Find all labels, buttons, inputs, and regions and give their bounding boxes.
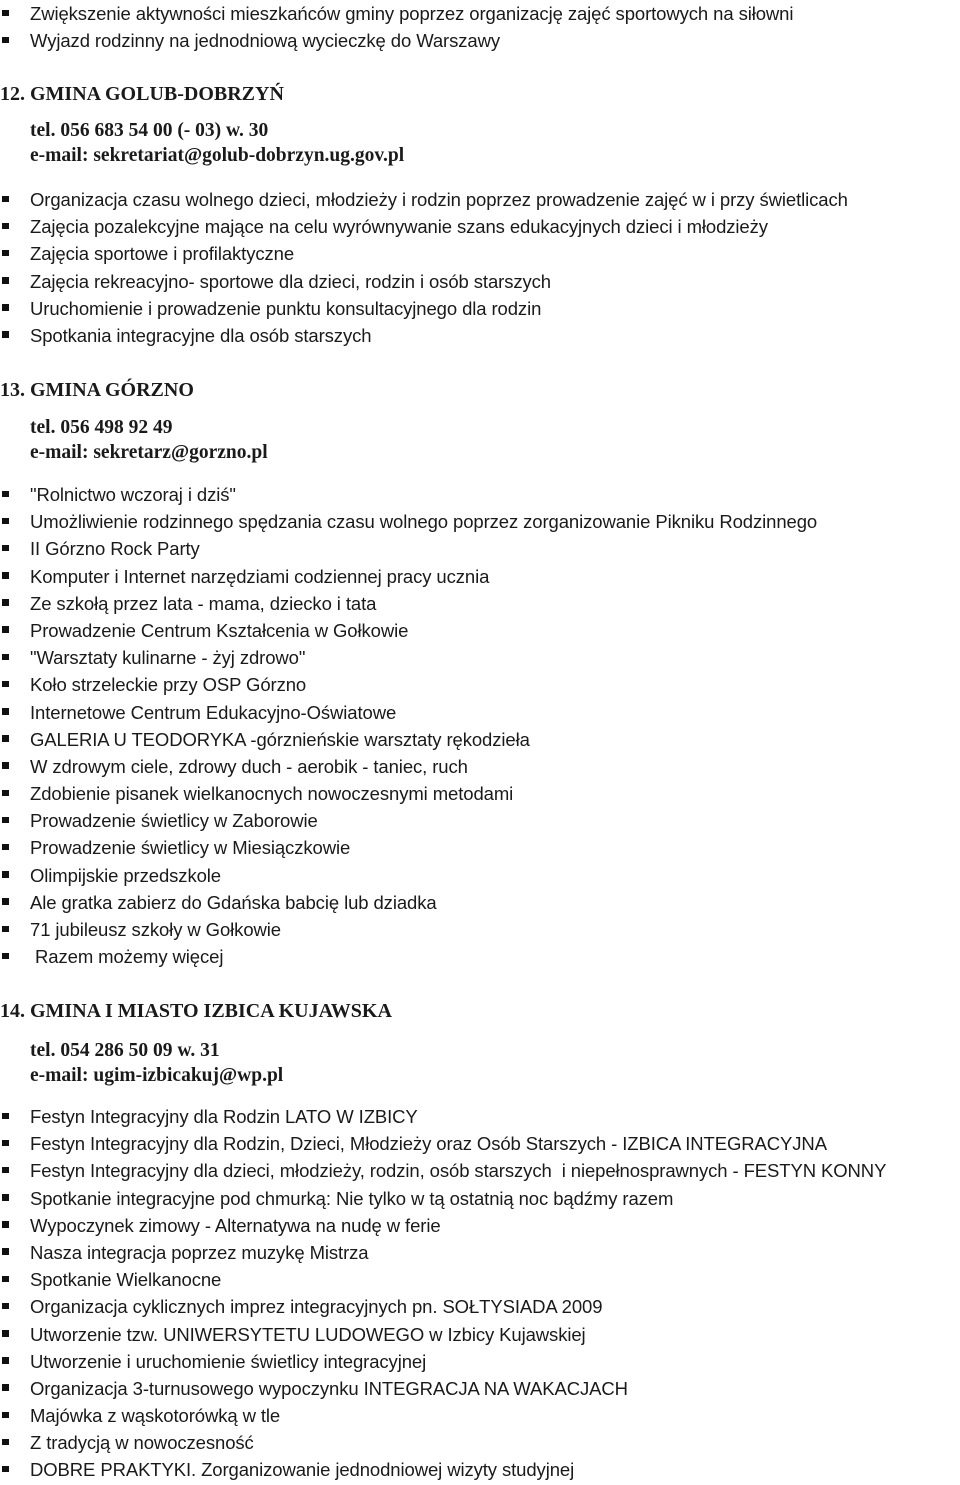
section-email: e-mail: ugim-izbicakuj@wp.pl — [30, 1065, 284, 1086]
list-item — [0, 535, 960, 562]
list-item-text: Zwiększenie aktywności mieszkańców gminy poprzez organizację zajęć sportowych na siłowni — [30, 3, 794, 24]
list-item-text: Nasza integracja poprzez muzykę Mistrza — [30, 1241, 369, 1263]
top-list-block — [0, 0, 960, 54]
square-bullet-icon — [2, 1466, 9, 1473]
list-item-text: Festyn Integracyjny dla Rodzin, Dzieci, Młodzieży oraz Osób Starszych - IZBICA INTEGRACYJNA — [30, 1133, 827, 1155]
list-item — [0, 1321, 960, 1348]
list-item-text: 71 jubileusz szkoły w Gołkowie — [30, 919, 281, 940]
section-golub-dobrzyn — [0, 79, 960, 168]
square-bullet-icon — [2, 1357, 9, 1364]
list-item-text: Organizacja 3-turnusowego wypoczynku INTEGRACJA NA WAKACJACH — [30, 1377, 628, 1399]
list-item — [0, 213, 960, 240]
square-bullet-icon — [2, 898, 9, 905]
list-item — [0, 1130, 960, 1157]
list-item — [0, 1456, 960, 1483]
square-bullet-icon — [2, 626, 9, 633]
list-item — [0, 563, 960, 590]
list-item — [0, 27, 960, 54]
list-item — [0, 590, 960, 617]
section-phone: tel. 056 498 92 49 — [30, 417, 173, 438]
square-bullet-icon — [2, 1384, 9, 1391]
section-heading — [0, 996, 960, 1026]
list-item — [0, 753, 960, 780]
list-item-text: Prowadzenie Centrum Kształcenia w Gołkowie — [30, 619, 409, 641]
section-bullet-list — [0, 1103, 960, 1484]
list-item-text: II Górzno Rock Party — [30, 538, 200, 560]
square-bullet-icon — [2, 1140, 9, 1147]
list-item — [0, 943, 960, 970]
section-title: GMINA GOLUB-DOBRZYŃ — [30, 83, 284, 105]
section-izbica-kujawska-list-block — [0, 1103, 960, 1484]
section-email: e-mail: sekretariat@golub-dobrzyn.ug.gov.pl — [30, 145, 405, 166]
list-item — [0, 1375, 960, 1402]
list-item-text: "Rolnictwo wczoraj i dziś" — [30, 484, 236, 505]
list-item — [0, 1239, 960, 1266]
square-bullet-icon — [2, 735, 9, 742]
list-item-text: Utworzenie i uruchomienie świetlicy integracyjnej — [30, 1350, 427, 1372]
square-bullet-icon — [2, 654, 9, 661]
list-item — [0, 916, 960, 943]
list-item — [0, 1185, 960, 1212]
list-item — [0, 1212, 960, 1239]
square-bullet-icon — [2, 491, 9, 498]
square-bullet-icon — [2, 1194, 9, 1201]
list-item — [0, 240, 960, 267]
square-bullet-icon — [2, 331, 9, 338]
list-item — [0, 1348, 960, 1375]
section-phone: tel. 056 683 54 00 (- 03) w. 30 — [30, 120, 269, 141]
section-title: GMINA GÓRZNO — [30, 379, 194, 401]
square-bullet-icon — [2, 572, 9, 579]
list-item — [0, 1293, 960, 1320]
square-bullet-icon — [2, 844, 9, 851]
list-item — [0, 0, 960, 27]
list-item-text: Organizacja czasu wolnego dzieci, młodzieży i rodzin poprzez prowadzenie zajęć w i przy świetlicach — [30, 189, 848, 210]
list-item — [0, 780, 960, 807]
square-bullet-icon — [2, 545, 9, 552]
section-number: 12. — [0, 83, 25, 105]
section-izbica-kujawska — [0, 996, 960, 1088]
square-bullet-icon — [2, 1221, 9, 1228]
list-item-text: Uruchomienie i prowadzenie punktu konsultacyjnego dla rodzin — [30, 297, 542, 319]
list-item-text: GALERIA U TEODORYKA -górznieńskie warsztaty rękodzieła — [30, 728, 530, 750]
list-item — [0, 671, 960, 698]
square-bullet-icon — [2, 518, 9, 525]
list-item-text: Umożliwienie rodzinnego spędzania czasu wolnego poprzez zorganizowanie Pikniku Rodzinnego — [30, 511, 818, 533]
section-gorzno-list-block — [0, 481, 960, 970]
section-heading — [0, 79, 960, 109]
square-bullet-icon — [2, 304, 9, 311]
list-item-text: Zajęcia rekreacyjno- sportowe dla dzieci, rodzin i osób starszych — [30, 270, 551, 292]
list-item-text: Wyjazd rodzinny na jednodniową wycieczkę do Warszawy — [30, 30, 501, 52]
square-bullet-icon — [2, 1303, 9, 1310]
list-item-text: Z tradycją w nowoczesność — [30, 1432, 254, 1454]
list-item-text: Zajęcia pozalekcyjne mające na celu wyrównywanie szans edukacyjnych dzieci i młodzieży — [30, 216, 768, 238]
section-bullet-list — [0, 481, 960, 970]
list-item-text: Olimpijskie przedszkole — [30, 864, 221, 886]
square-bullet-icon — [2, 599, 9, 606]
square-bullet-icon — [2, 1276, 9, 1283]
list-item-text: Prowadzenie świetlicy w Miesiączkowie — [30, 837, 351, 859]
list-item-text: Prowadzenie świetlicy w Zaborowie — [30, 810, 318, 832]
list-item — [0, 1266, 960, 1293]
list-item-text: Organizacja cyklicznych imprez integracyjnych pn. SOŁTYSIADA 2009 — [30, 1296, 603, 1318]
section-golub-dobrzyn-list-block — [0, 186, 960, 349]
list-item — [0, 889, 960, 916]
list-item — [0, 699, 960, 726]
list-item — [0, 322, 960, 349]
list-item-text: Internetowe Centrum Edukacyjno-Oświatowe — [30, 701, 397, 723]
section-number: 13. — [0, 379, 25, 401]
list-item — [0, 834, 960, 861]
section-phone: tel. 054 286 50 09 w. 31 — [30, 1040, 220, 1061]
top-bullet-list — [0, 0, 960, 54]
square-bullet-icon — [2, 817, 9, 824]
list-item-text: Razem możemy więcej — [30, 946, 224, 968]
list-item — [0, 186, 960, 213]
list-item-text: DOBRE PRAKTYKI. Zorganizowanie jednodniowej wizyty studyjnej — [30, 1459, 575, 1481]
section-number: 14. — [0, 1000, 25, 1022]
list-item-text: Festyn Integracyjny dla Rodzin LATO W IZBICY — [30, 1106, 418, 1127]
square-bullet-icon — [2, 926, 9, 933]
list-item — [0, 617, 960, 644]
list-item — [0, 295, 960, 322]
list-item-text: Utworzenie tzw. UNIWERSYTETU LUDOWEGO w Izbicy Kujawskiej — [30, 1323, 586, 1345]
list-item — [0, 1429, 960, 1456]
square-bullet-icon — [2, 1439, 9, 1446]
list-item — [0, 508, 960, 535]
list-item-text: Ze szkołą przez lata - mama, dziecko i tata — [30, 592, 377, 614]
square-bullet-icon — [2, 708, 9, 715]
list-item — [0, 1402, 960, 1429]
square-bullet-icon — [2, 1167, 9, 1174]
list-item — [0, 726, 960, 753]
square-bullet-icon — [2, 1113, 9, 1120]
square-bullet-icon — [2, 790, 9, 797]
list-item — [0, 481, 960, 508]
list-item-text: Majówka z wąskotorówką w tle — [30, 1405, 281, 1427]
list-item-text: Spotkanie Wielkanocne — [30, 1269, 222, 1291]
square-bullet-icon — [2, 37, 9, 44]
square-bullet-icon — [2, 196, 9, 203]
list-item-text: Zajęcia sportowe i profilaktyczne — [30, 243, 295, 265]
list-item-text: "Warsztaty kulinarne - żyj zdrowo" — [30, 647, 306, 669]
square-bullet-icon — [2, 953, 9, 960]
square-bullet-icon — [2, 1248, 9, 1255]
square-bullet-icon — [2, 277, 9, 284]
list-item — [0, 644, 960, 671]
square-bullet-icon — [2, 1412, 9, 1419]
list-item-text: Spotkania integracyjne dla osób starszych — [30, 324, 372, 346]
square-bullet-icon — [2, 10, 9, 17]
list-item — [0, 807, 960, 834]
square-bullet-icon — [2, 250, 9, 257]
section-heading — [0, 375, 960, 405]
list-item — [0, 862, 960, 889]
square-bullet-icon — [2, 223, 9, 230]
square-bullet-icon — [2, 681, 9, 688]
section-title: GMINA I MIASTO IZBICA KUJAWSKA — [30, 1000, 392, 1022]
list-item-text: Spotkanie integracyjne pod chmurką: Nie tylko w tą ostatnią noc bądźmy razem — [30, 1187, 674, 1209]
list-item-text: Wypoczynek zimowy - Alternatywa na nudę w ferie — [30, 1214, 441, 1236]
square-bullet-icon — [2, 871, 9, 878]
list-item — [0, 1103, 960, 1130]
list-item — [0, 1157, 960, 1184]
list-item — [0, 268, 960, 295]
list-item-text: Festyn Integracyjny dla dzieci, młodzieży, rodzin, osób starszych i niepełnosprawnych - FESTYN KONNY — [30, 1160, 887, 1182]
list-item-text: Koło strzeleckie przy OSP Górzno — [30, 674, 307, 696]
list-item-text: Ale gratka zabierz do Gdańska babcię lub dziadka — [30, 891, 437, 913]
list-item-text: Zdobienie pisanek wielkanocnych nowoczesnymi metodami — [30, 783, 514, 805]
square-bullet-icon — [2, 1330, 9, 1337]
section-gorzno — [0, 375, 960, 465]
section-bullet-list — [0, 186, 960, 349]
list-item-text: W zdrowym ciele, zdrowy duch - aerobik - taniec, ruch — [30, 755, 468, 777]
square-bullet-icon — [2, 762, 9, 769]
list-item-text: Komputer i Internet narzędziami codziennej pracy ucznia — [30, 565, 490, 587]
section-email: e-mail: sekretarz@gorzno.pl — [30, 442, 268, 463]
